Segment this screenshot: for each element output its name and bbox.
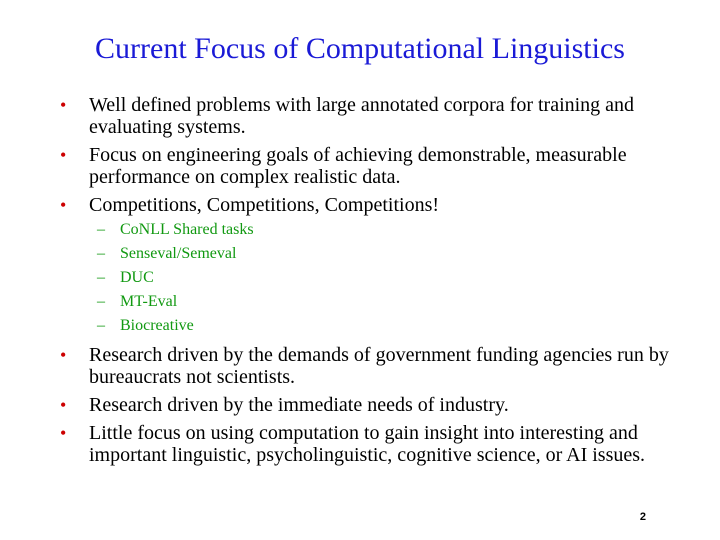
bullet-item xyxy=(60,394,680,416)
sub-bullet-item xyxy=(89,266,680,290)
sub-bullet-text: Senseval/Semeval xyxy=(120,245,237,262)
bullet-item xyxy=(60,194,680,338)
sub-bullet-text: Biocreative xyxy=(120,317,194,334)
bullet-text: Research driven by the demands of government funding agencies run by bureaucrats not scientists. xyxy=(89,344,669,388)
slide-content xyxy=(60,94,680,472)
bullet-text: Research driven by the immediate needs of industry. xyxy=(89,394,509,416)
sub-bullet-item xyxy=(89,290,680,314)
page-number: 2 xyxy=(639,511,646,523)
bullet-list xyxy=(60,94,680,466)
sub-bullet-item xyxy=(89,218,680,242)
bullet-item xyxy=(60,94,680,138)
bullet-item xyxy=(60,144,680,188)
bullet-icon: • xyxy=(60,195,67,215)
sub-bullet-text: MT-Eval xyxy=(120,293,178,310)
bullet-icon: • xyxy=(60,395,67,415)
bullet-text: Little focus on using computation to gain insight into interesting and important linguistic, psycholinguistic, cognitive science, or AI issues. xyxy=(89,422,646,466)
dash-icon: – xyxy=(97,317,105,334)
sub-bullet-text: CoNLL Shared tasks xyxy=(120,221,254,238)
sub-bullet-item xyxy=(89,242,680,266)
dash-icon: – xyxy=(97,293,105,310)
slide-title: Current Focus of Computational Linguistics xyxy=(95,32,625,65)
bullet-icon: • xyxy=(60,423,67,443)
bullet-item xyxy=(60,344,680,388)
bullet-icon: • xyxy=(60,345,67,365)
bullet-text: Focus on engineering goals of achieving demonstrable, measurable performance on complex realistic data. xyxy=(89,144,627,188)
bullet-item xyxy=(60,422,680,466)
sub-bullet-text: DUC xyxy=(120,269,154,286)
bullet-text: Well defined problems with large annotated corpora for training and evaluating systems. xyxy=(89,94,635,138)
bullet-icon: • xyxy=(60,145,67,165)
dash-icon: – xyxy=(97,221,105,238)
sub-bullet-list xyxy=(89,218,680,338)
bullet-text: Competitions, Competitions, Competitions! xyxy=(89,194,440,216)
bullet-icon: • xyxy=(60,95,67,115)
dash-icon: – xyxy=(97,269,105,286)
dash-icon: – xyxy=(97,245,105,262)
sub-bullet-item xyxy=(89,314,680,338)
